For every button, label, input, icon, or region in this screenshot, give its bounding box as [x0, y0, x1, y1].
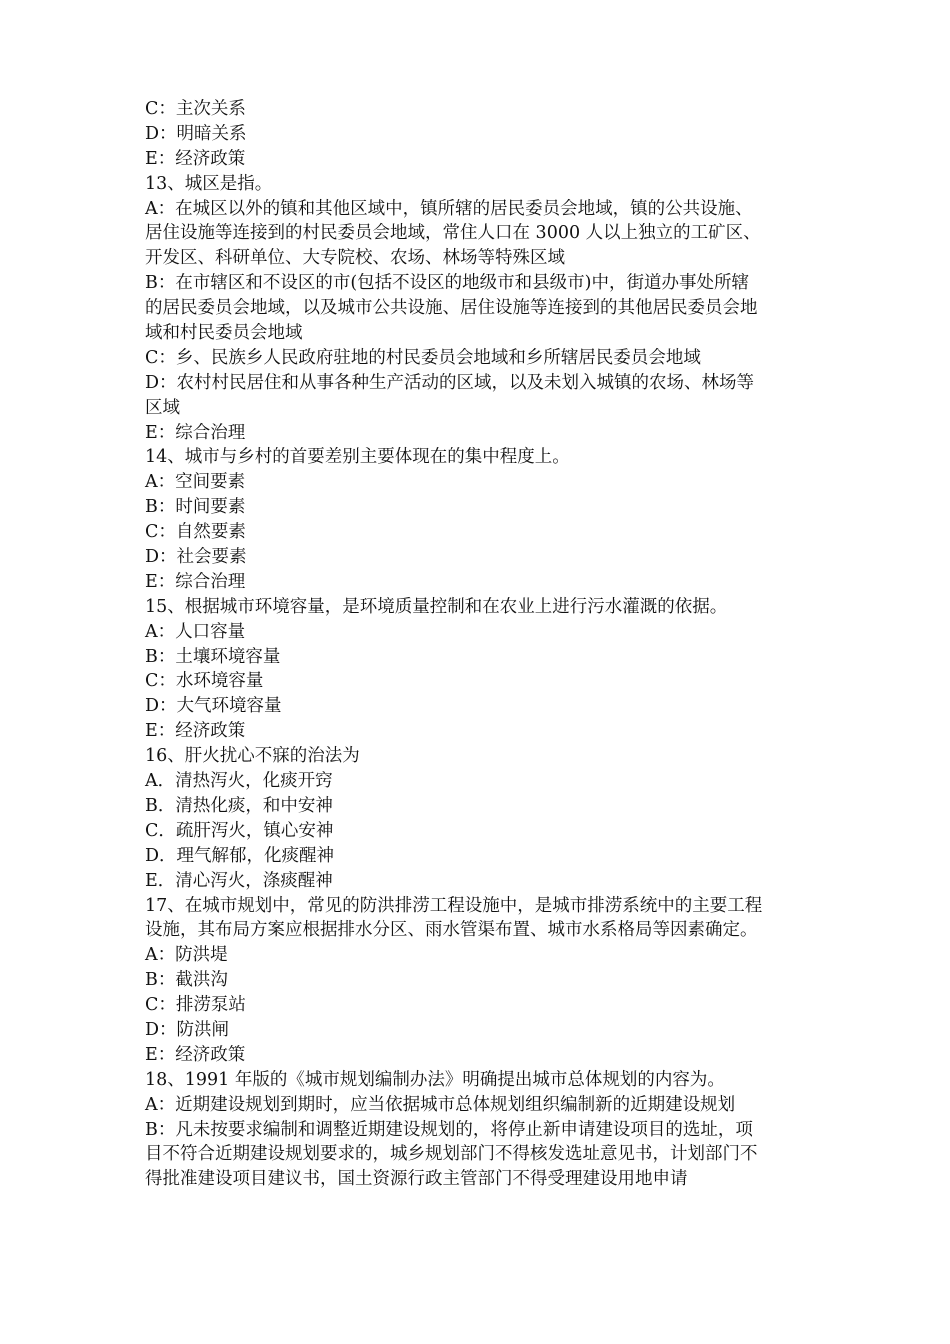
- text-line: A：空间要素: [145, 472, 246, 493]
- text-line: A：人口容量: [145, 621, 246, 642]
- text-line: C：乡、民族乡人民政府驻地的村民委员会地域和乡所辖居民委员会地域: [145, 347, 701, 368]
- text-line: D：明暗关系: [145, 123, 247, 144]
- question-18-title: 18、1991 年版的《城市规划编制办法》明确提出城市总体规划的内容为。: [145, 1069, 725, 1090]
- text-line: D．理气解郁，化痰醒神: [145, 845, 335, 866]
- text-line: C：主次关系: [145, 99, 246, 119]
- text-line: 的居民委员会地域，以及城市公共设施、居住设施等连接到的其他居民委员会地: [145, 298, 758, 319]
- text-line: A：防洪堤: [145, 945, 228, 966]
- text-line: B：凡未按要求编制和调整近期建设规划的，将停止新申请建设项目的选址，项: [145, 1119, 753, 1140]
- text-line: C：水环境容量: [145, 671, 264, 692]
- text-line: E：经济政策: [145, 721, 246, 742]
- text-line: C：排涝泵站: [145, 995, 246, 1016]
- text-line: 居住设施等连接到的村民委员会地域，常住人口在 3000 人以上独立的工矿区、: [145, 223, 761, 244]
- text-line: B：时间要素: [145, 497, 246, 518]
- text-line: B：在市辖区和不设区的市(包括不设区的地级市和县级市)中，街道办事处所辖: [145, 273, 750, 294]
- question-13-title: 13、城区是指。: [145, 173, 273, 194]
- question-16-title: 16、肝火扰心不寐的治法为: [145, 746, 360, 767]
- text-line: D：社会要素: [145, 547, 247, 568]
- text-line: 目不符合近期建设规划要求的，城乡规划部门不得核发选址意见书，计划部门不: [145, 1144, 758, 1165]
- text-line: D：大气环境容量: [145, 696, 282, 717]
- text-line: D：防洪闸: [145, 1019, 230, 1040]
- text-line: D：农村村民居住和从事各种生产活动的区域，以及未划入城镇的农场、林场等: [145, 372, 755, 393]
- text-line: E：经济政策: [145, 148, 246, 169]
- text-line: 域和村民委员会地域: [145, 323, 303, 344]
- text-line: B：土壤环境容量: [145, 646, 281, 667]
- text-line: A．清热泻火，化痰开窍: [145, 771, 333, 792]
- question-14-title: 14、城市与乡村的首要差别主要体现在的集中程度上。: [145, 447, 570, 468]
- document-page: [145, 97, 810, 1192]
- text-line: B．清热化痰，和中安神: [145, 795, 333, 816]
- text-line: 设施，其布局方案应根据排水分区、雨水管渠布置、城市水系格局等因素确定。: [145, 920, 758, 941]
- text-line: E．清心泻火，涤痰醒神: [145, 870, 333, 891]
- text-line: C：自然要素: [145, 522, 246, 543]
- text-line: E：经济政策: [145, 1044, 246, 1065]
- text-line: C．疏肝泻火，镇心安神: [145, 820, 334, 841]
- question-15-title: 15、根据城市环境容量，是环境质量控制和在农业上进行污水灌溉的依据。: [145, 596, 728, 617]
- text-line: E：综合治理: [145, 571, 246, 592]
- text-line: 开发区、科研单位、大专院校、农场、林场等特殊区域: [145, 248, 565, 269]
- question-17-title: 17、在城市规划中，常见的防洪排涝工程设施中，是城市排涝系统中的主要工程: [145, 895, 763, 916]
- text-line: B：截洪沟: [145, 970, 228, 991]
- text-line: A：近期建设规划到期时，应当依据城市总体规划组织编制新的近期建设规划: [145, 1094, 736, 1115]
- text-line: E：综合治理: [145, 422, 246, 443]
- text-line: 区域: [145, 397, 180, 418]
- text-line: A：在城区以外的镇和其他区域中，镇所辖的居民委员会地域，镇的公共设施、: [145, 198, 753, 219]
- text-line: 得批准建设项目建议书，国土资源行政主管部门不得受理建设用地申请: [145, 1169, 688, 1190]
